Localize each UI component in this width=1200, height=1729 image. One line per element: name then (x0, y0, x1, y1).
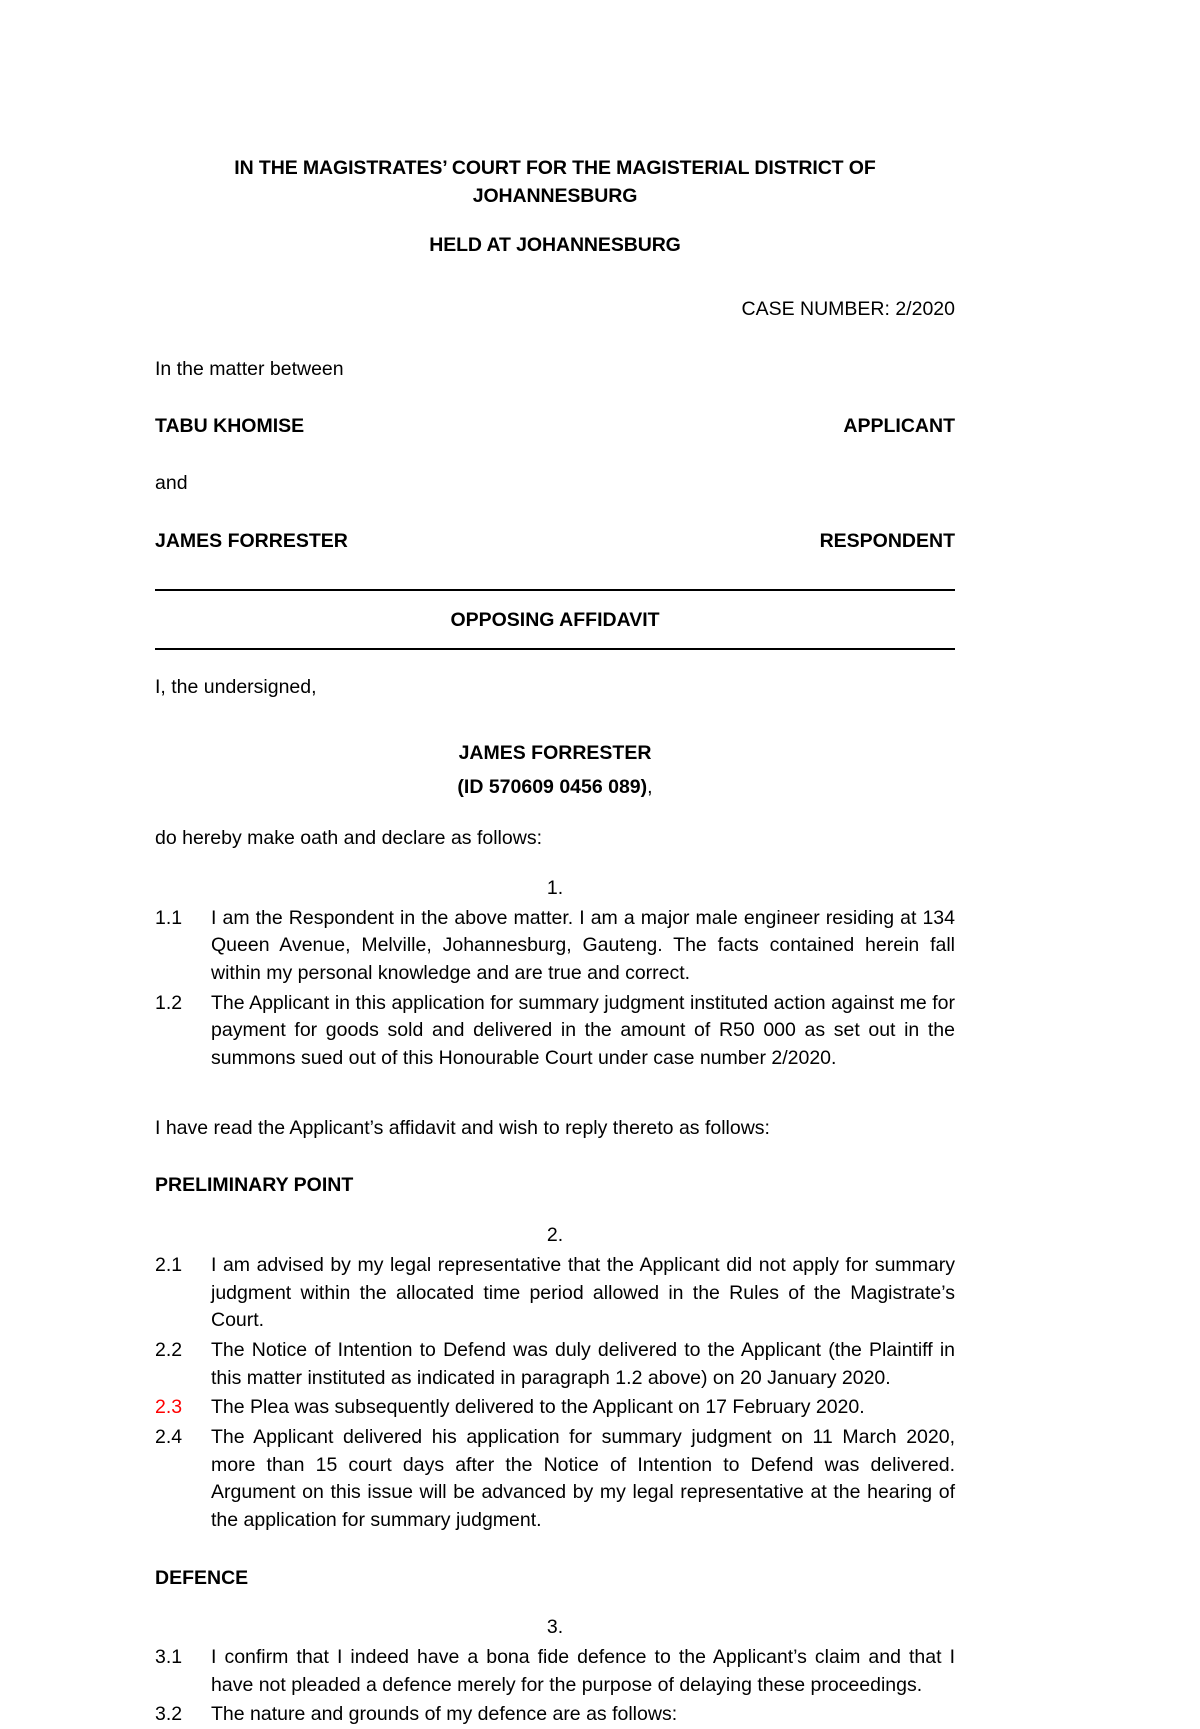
respondent-role: RESPONDENT (819, 529, 955, 552)
paragraph-1-1-number: 1.1 (155, 906, 183, 929)
preliminary-point-heading: PRELIMINARY POINT (155, 1174, 354, 1197)
group-number-1: 1. (546, 876, 564, 899)
paragraph-1-1 (155, 905, 955, 988)
applicant-role: APPLICANT (843, 415, 955, 438)
paragraph-3-2-number: 3.2 (155, 1703, 183, 1726)
respondent-name: JAMES FORRESTER (155, 529, 348, 552)
court-heading-line-1: IN THE MAGISTRATES’ COURT FOR THE MAGISTERIAL DISTRICT OF JOHANNESBURG (234, 157, 876, 207)
paragraph-2-4 (155, 1424, 955, 1535)
document-title: OPPOSING AFFIDAVIT (450, 608, 660, 631)
court-heading (155, 155, 955, 260)
paragraph-1-2 (155, 990, 955, 1073)
paragraph-1-2-number: 1.2 (155, 991, 183, 1014)
spacer-after-group-1 (155, 1073, 955, 1091)
parties-conjunction: and (155, 472, 188, 495)
paragraph-3-1 (155, 1644, 955, 1699)
paragraph-1-2-text: The Applicant in this application for summary judgment instituted action against me for payment for goods sold and delivered in the amount of R50 000 as set out in the summons sued out of this Honourable Court under case number 2/2020. (211, 991, 955, 1070)
deponent-id-trailing: , (647, 775, 653, 798)
group-number-2: 2. (546, 1224, 564, 1247)
paragraph-3-2-text: The nature and grounds of my defence are as follows: (211, 1703, 678, 1726)
paragraph-2-3-number: 2.3 (155, 1396, 183, 1419)
paragraph-2-4-number: 2.4 (155, 1425, 183, 1448)
paragraph-3-2 (155, 1701, 955, 1729)
group-number-3: 3. (546, 1616, 564, 1639)
document-body (155, 155, 955, 1729)
paragraph-2-3 (155, 1394, 955, 1422)
case-number: CASE NUMBER: 2/2020 (741, 298, 955, 321)
matter-between-label: In the matter between (155, 357, 344, 380)
deponent-block (155, 740, 955, 801)
paragraph-2-2-number: 2.2 (155, 1338, 183, 1361)
respondent-row (155, 528, 955, 556)
paragraph-2-3-text: The Plea was subsequently delivered to the Applicant on 17 February 2020. (211, 1396, 865, 1419)
undersigned-line: I, the undersigned, (155, 676, 317, 699)
applicant-row (155, 413, 955, 441)
paragraph-1-1-text: I am the Respondent in the above matter. I am a major male engineer residing at 134 Queen Avenue, Melville, Johannesburg, Gauteng. The facts contained herein fall within my personal knowledge and are true and correct. (211, 906, 955, 984)
paragraph-3-1-text: I confirm that I indeed have a bona fide defence to the Applicant’s claim and that I have not pleaded a defence merely for the purpose of delaying these proceedings. (211, 1646, 955, 1696)
court-heading-line-2: HELD AT JOHANNESBURG (429, 234, 681, 257)
title-rule-bottom (155, 648, 955, 650)
applicant-name: TABU KHOMISE (155, 415, 305, 438)
defence-heading: DEFENCE (155, 1566, 249, 1589)
oath-line: do hereby make oath and declare as follows: (155, 827, 542, 850)
deponent-name: JAMES FORRESTER (458, 741, 652, 764)
deponent-id: (ID 570609 0456 089) (457, 775, 648, 798)
reply-line: I have read the Applicant’s affidavit and wish to reply thereto as follows: (155, 1116, 770, 1139)
deponent-id-line (155, 774, 955, 802)
paragraph-2-1 (155, 1252, 955, 1335)
paragraph-2-2-text: The Notice of Intention to Defend was duly delivered to the Applicant (the Plaintiff in this matter instituted as indicated in paragraph 1.2 above) on 20 January 2020. (211, 1338, 955, 1389)
paragraph-2-1-text: I am advised by my legal representative that the Applicant did not apply for summary judgment within the allocated time period allowed in the Rules of the Magistrate’s Court. (211, 1253, 955, 1332)
paragraph-2-4-text: The Applicant delivered his application for summary judgment on 11 March 2020, more than 15 court days after the Notice of Intention to Defend was delivered. Argument on this issue will be advanced by my legal representative at the hearing of the application for summary judgment. (211, 1425, 955, 1531)
paragraph-2-2 (155, 1337, 955, 1392)
paragraph-2-1-number: 2.1 (155, 1253, 183, 1276)
paragraph-3-1-number: 3.1 (155, 1646, 183, 1669)
